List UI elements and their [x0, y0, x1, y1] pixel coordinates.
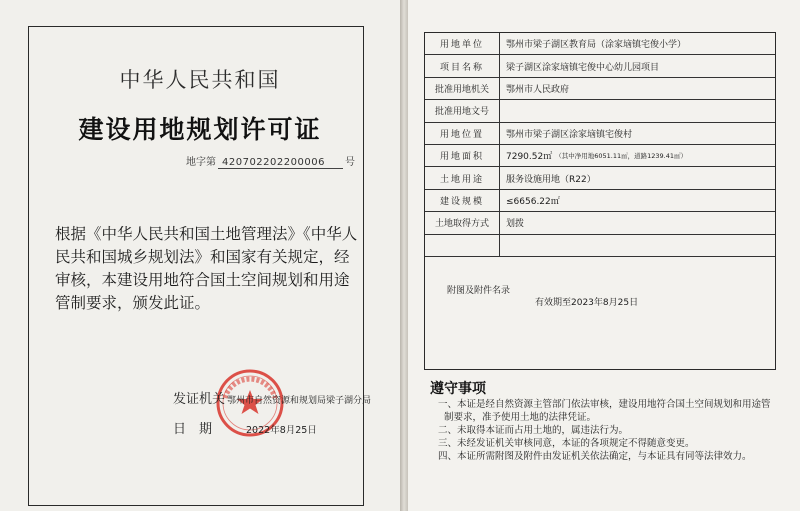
date-label: 日 期: [173, 422, 213, 437]
field-label: 项目名称: [425, 55, 500, 76]
certificate-title: 建设用地规划许可证: [78, 115, 322, 144]
field-row-location: [425, 123, 775, 145]
issuer-label: 发证机关: [173, 392, 226, 407]
attachment-label: 附图及附件名录: [447, 286, 511, 296]
country-name: 中华人民共和国: [119, 68, 281, 92]
field-label: 土地取得方式: [425, 212, 500, 233]
details-table: [424, 32, 776, 370]
issuer-row: [173, 388, 371, 407]
field-label: 用地面积: [425, 145, 500, 166]
field-label-empty: [425, 257, 499, 279]
field-value: 服务设施用地（R22）: [506, 174, 596, 185]
field-value: [500, 100, 775, 121]
field-value: [500, 145, 775, 166]
field-value: 鄂州市人民政府: [506, 84, 570, 95]
field-label: 建设规模: [425, 190, 500, 211]
field-row-scale: [425, 190, 775, 212]
field-row-unit: [425, 33, 775, 55]
field-row-area: [425, 145, 775, 167]
field-value: 划拨: [506, 219, 525, 230]
field-row-acquisition: [425, 212, 775, 234]
date-value: 2022年8月25日: [246, 425, 317, 436]
page-gutter: [400, 0, 408, 511]
field-label: 土地用途: [425, 167, 500, 188]
certificate-body: 根据《中华人民共和国土地管理法》《中华人民共和国城乡规划法》和国家有关规定，经审核，本建设用地符合国土空间规划和用途管制要求，颁发此证。: [55, 225, 358, 312]
field-row-spacer: [425, 235, 775, 257]
notice-list: [438, 398, 778, 463]
area-value: 7290.52㎡: [506, 152, 553, 163]
validity-text: 有效期至2023年8月25日: [535, 298, 639, 308]
field-value: 梁子湖区涂家垴镇宅俊中心幼儿园项目: [506, 62, 660, 73]
field-value: 鄂州市梁子湖区涂家垴镇宅俊村: [506, 129, 633, 140]
issuer-org: 鄂州市自然资源和规划局梁子湖分局: [227, 396, 372, 406]
field-row-project: [425, 55, 775, 77]
certificate-number: [186, 153, 355, 169]
field-label: 批准用地文号: [425, 100, 500, 121]
area-note: （其中净用地6051.11㎡，道路1239.41㎡）: [555, 152, 687, 161]
field-value: 鄂州市梁子湖区教育局（涂家垴镇宅俊小学）: [506, 40, 687, 51]
cert-suffix: 号: [344, 157, 355, 168]
field-label: 用地位置: [425, 123, 500, 144]
field-row-approval-number: [425, 100, 775, 122]
field-label: 批准用地机关: [425, 78, 500, 99]
field-row-approval-authority: [425, 78, 775, 100]
field-label-empty: [425, 235, 500, 256]
field-row-land-use: [425, 167, 775, 189]
notice-title: 遵守事项: [430, 381, 486, 397]
field-value-empty: [499, 257, 775, 279]
notice-item: 三、未经发证机关审核同意，本证的各项规定不得随意变更。: [438, 438, 695, 449]
field-value: ≤6656.22㎡: [506, 196, 560, 207]
notice-item: 一、本证是经自然资源主管部门依法审核，建设用地符合国土空间规划和用途管制要求，准予使用土地的法律凭证。: [438, 399, 771, 423]
date-row: [173, 418, 317, 437]
cert-number-value: 420702202200006: [218, 157, 343, 169]
notice-item: 四、本证所需附图及附件由发证机关依法确定，与本证具有同等法律效力。: [438, 451, 752, 462]
field-label: 用地单位: [425, 33, 500, 54]
cert-prefix: 地字第: [186, 157, 216, 168]
notice-item: 二、未取得本证而占用土地的，属违法行为。: [438, 425, 629, 436]
field-row-spacer-2: [425, 257, 775, 279]
field-value-empty: [500, 235, 775, 256]
